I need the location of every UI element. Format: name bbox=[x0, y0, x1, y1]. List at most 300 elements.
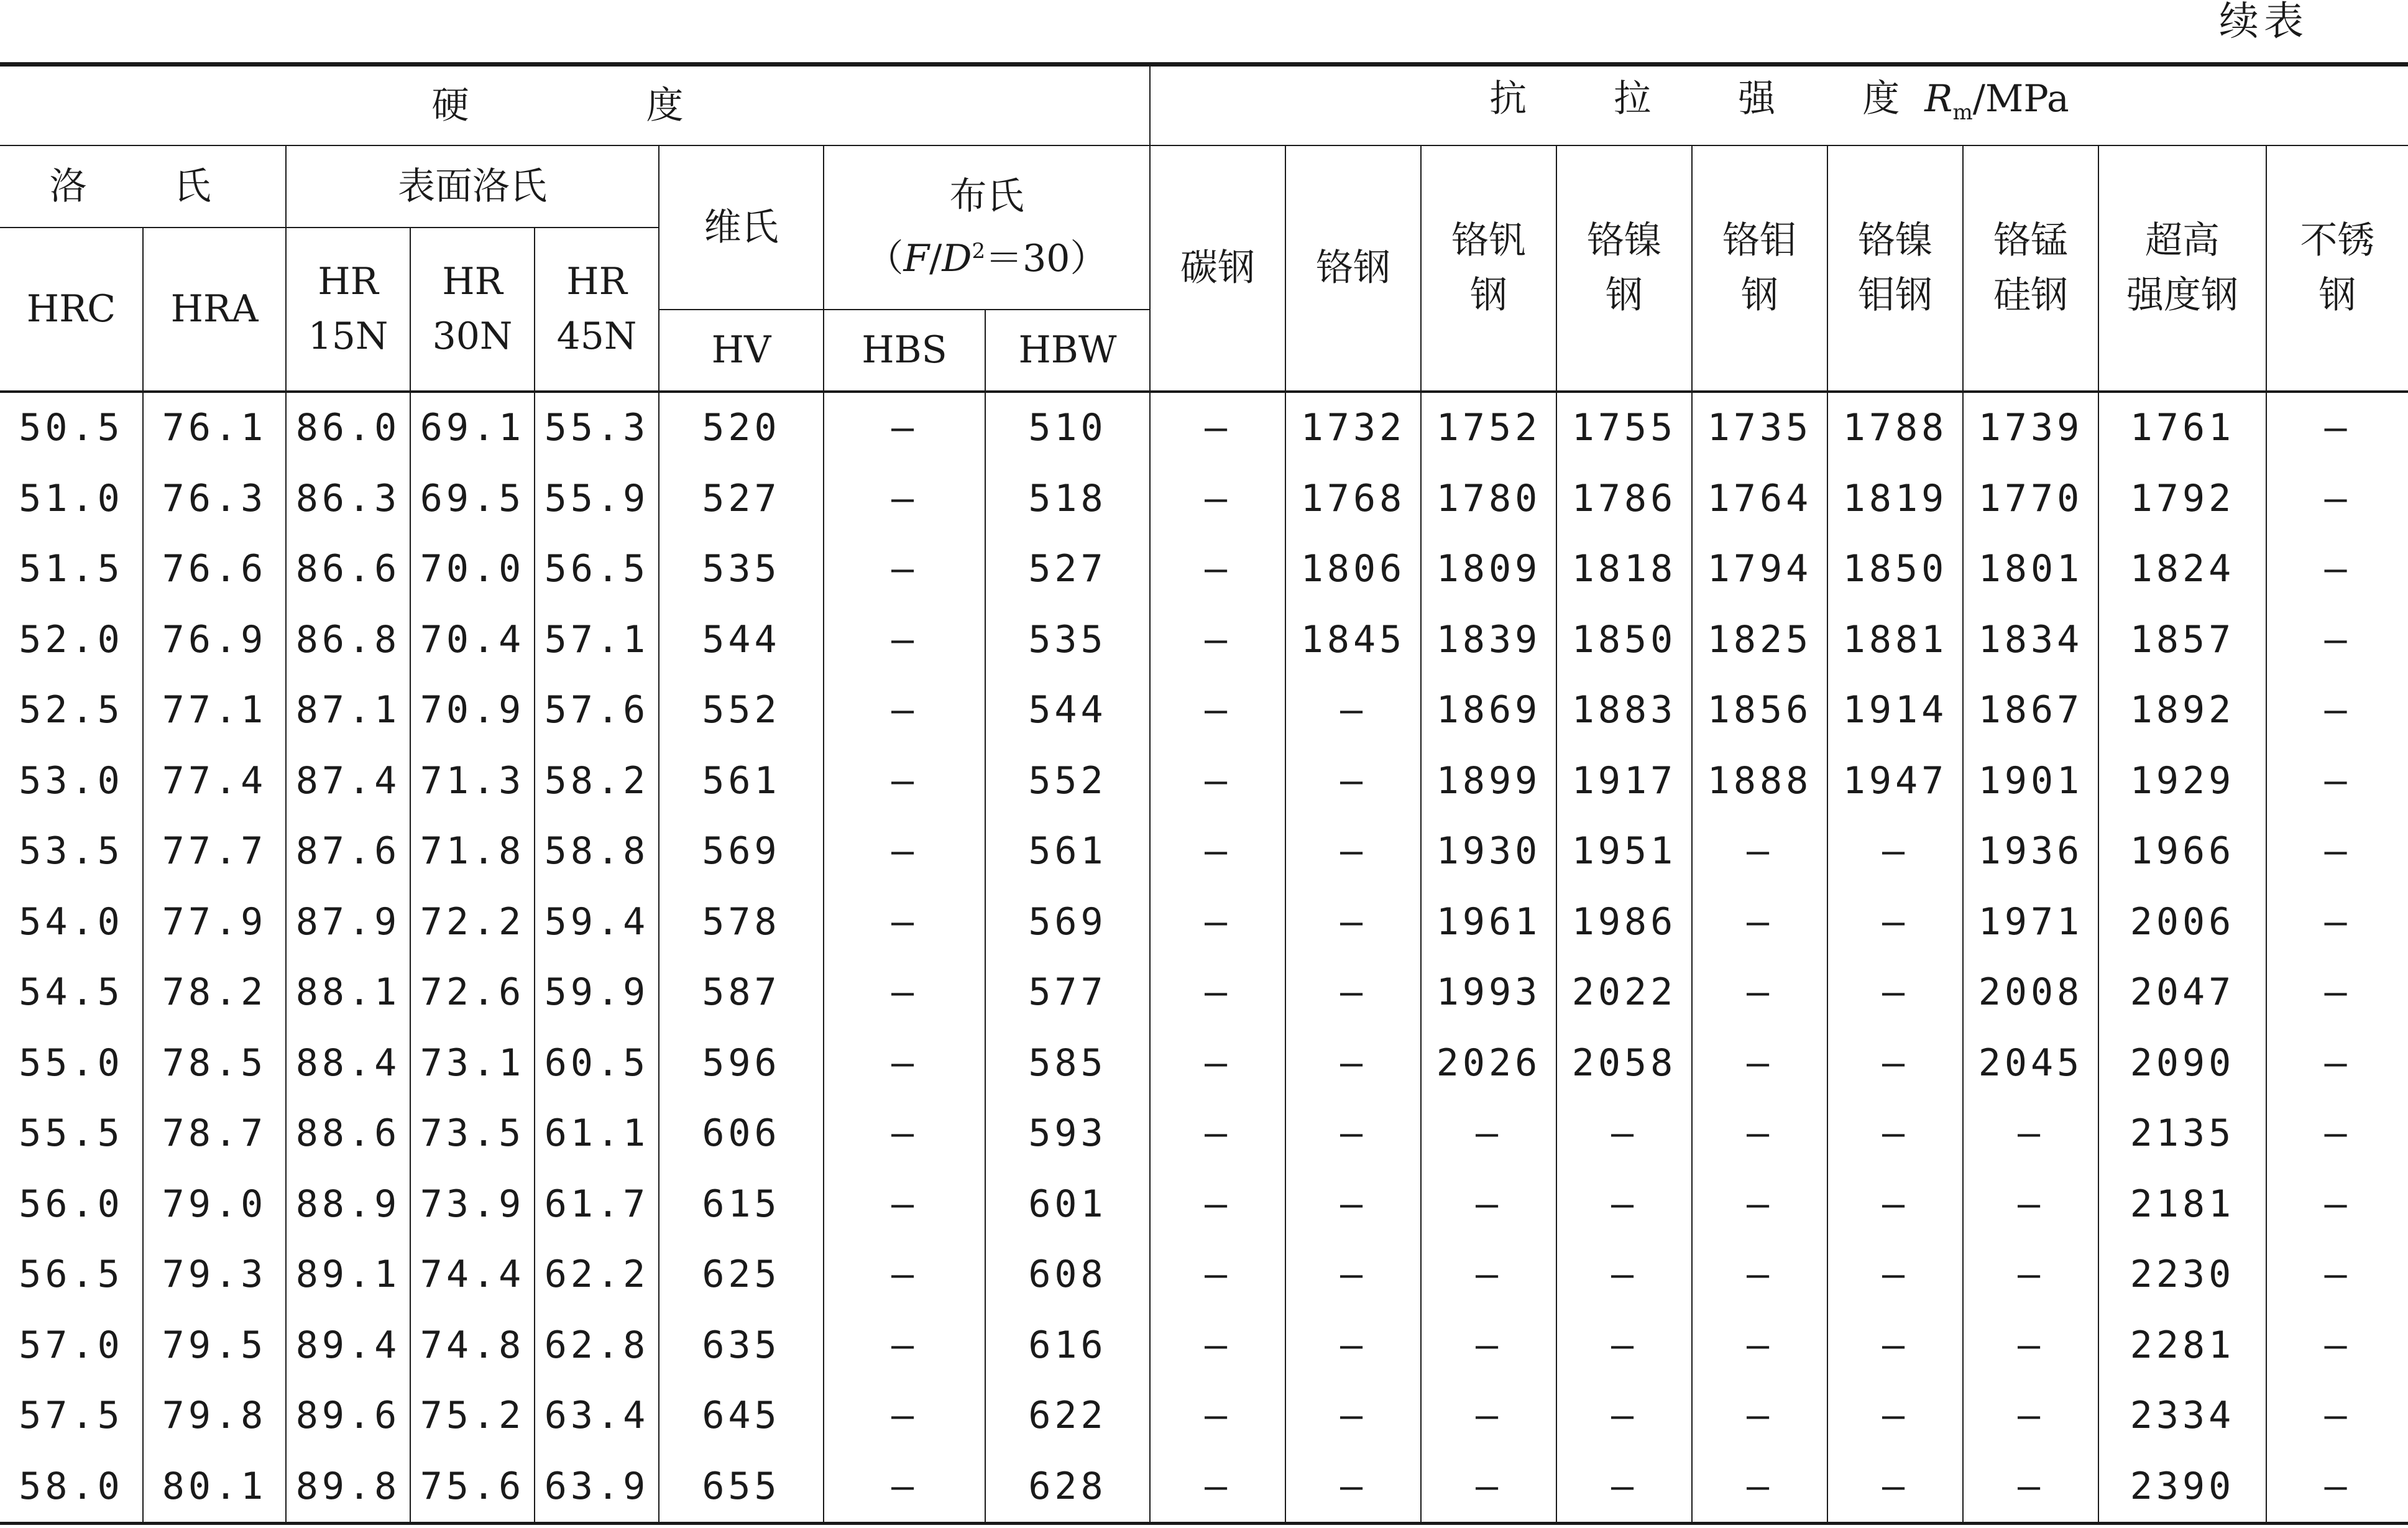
table-cell: 561 bbox=[985, 816, 1150, 887]
table-cell: — bbox=[1150, 816, 1285, 887]
table-cell: 73.9 bbox=[410, 1169, 535, 1240]
table-cell: 1788 bbox=[1827, 392, 1963, 464]
rockwell-header: 洛 氏 bbox=[0, 145, 286, 228]
table-cell: 55.0 bbox=[0, 1028, 143, 1098]
table-cell: 78.7 bbox=[143, 1098, 286, 1169]
table-cell: 73.5 bbox=[410, 1098, 535, 1169]
table-cell: 1971 bbox=[1963, 886, 2098, 957]
table-cell: 87.6 bbox=[286, 816, 410, 887]
table-cell: — bbox=[2266, 675, 2408, 746]
table-cell: 1839 bbox=[1421, 604, 1556, 675]
table-cell: — bbox=[824, 1028, 985, 1098]
table-cell: 1732 bbox=[1285, 392, 1421, 464]
table-cell: 88.4 bbox=[286, 1028, 410, 1098]
table-cell: 55.9 bbox=[535, 463, 659, 534]
table-cell: — bbox=[1692, 1098, 1827, 1169]
table-cell: 86.3 bbox=[286, 463, 410, 534]
continued-label: 续表 bbox=[2219, 0, 2309, 45]
table-cell: 74.8 bbox=[410, 1310, 535, 1381]
table-cell: 61.7 bbox=[535, 1169, 659, 1240]
chromium-nickel-steel-header: 铬镍 钢 bbox=[1556, 145, 1692, 392]
table-cell: — bbox=[824, 745, 985, 816]
table-cell: 60.5 bbox=[535, 1028, 659, 1098]
table-cell: 2006 bbox=[2098, 886, 2266, 957]
table-cell: — bbox=[1692, 1028, 1827, 1098]
table-cell: — bbox=[1556, 1451, 1692, 1523]
table-cell: 606 bbox=[659, 1098, 824, 1169]
table-cell: — bbox=[1692, 886, 1827, 957]
hbw-header: HBW bbox=[985, 310, 1150, 392]
table-cell: 569 bbox=[985, 886, 1150, 957]
table-cell: 1735 bbox=[1692, 392, 1827, 464]
table-cell: — bbox=[1150, 1169, 1285, 1240]
table-cell: — bbox=[1827, 816, 1963, 887]
table-cell: — bbox=[824, 1240, 985, 1310]
tensile-strength-group-header: 抗 拉 强 度$R_m$/MPa bbox=[1150, 65, 2408, 145]
table-cell: 79.3 bbox=[143, 1240, 286, 1310]
table-cell: 74.4 bbox=[410, 1240, 535, 1310]
chromium-manganese-silicon-steel-header: 铬锰 硅钢 bbox=[1963, 145, 2098, 392]
table-cell: 615 bbox=[659, 1169, 824, 1240]
table-cell: 1780 bbox=[1421, 463, 1556, 534]
table-cell: — bbox=[2266, 1098, 2408, 1169]
hr30n-header: HR 30N bbox=[410, 228, 535, 392]
table-row bbox=[0, 392, 2408, 464]
table-cell: — bbox=[1150, 1451, 1285, 1523]
table-cell: 625 bbox=[659, 1240, 824, 1310]
table-cell: 86.6 bbox=[286, 534, 410, 605]
table-cell: 1792 bbox=[2098, 463, 2266, 534]
table-cell: 577 bbox=[985, 957, 1150, 1028]
table-body bbox=[0, 392, 2408, 1524]
table-cell: 58.0 bbox=[0, 1451, 143, 1523]
table-row bbox=[0, 1381, 2408, 1452]
table-cell: 76.6 bbox=[143, 534, 286, 605]
table-cell: 655 bbox=[659, 1451, 824, 1523]
table-cell: 2281 bbox=[2098, 1310, 2266, 1381]
table-cell: 89.8 bbox=[286, 1451, 410, 1523]
hrc-header: HRC bbox=[0, 228, 143, 392]
table-row bbox=[0, 745, 2408, 816]
table-cell: 1951 bbox=[1556, 816, 1692, 887]
table-cell: — bbox=[1150, 1240, 1285, 1310]
table-cell: — bbox=[1150, 886, 1285, 957]
table-cell: — bbox=[1692, 1169, 1827, 1240]
table-cell: — bbox=[1150, 604, 1285, 675]
table-cell: 54.0 bbox=[0, 886, 143, 957]
table-cell: 569 bbox=[659, 816, 824, 887]
table-cell: — bbox=[1285, 1381, 1421, 1452]
table-cell: 1761 bbox=[2098, 392, 2266, 464]
table-cell: 62.2 bbox=[535, 1240, 659, 1310]
table-cell: 2058 bbox=[1556, 1028, 1692, 1098]
table-cell: — bbox=[1421, 1169, 1556, 1240]
table-cell: — bbox=[1556, 1381, 1692, 1452]
hr45n-header: HR 45N bbox=[535, 228, 659, 392]
table-row bbox=[0, 1169, 2408, 1240]
table-cell: — bbox=[1692, 1310, 1827, 1381]
table-cell: 71.3 bbox=[410, 745, 535, 816]
table-row bbox=[0, 604, 2408, 675]
table-cell: — bbox=[1150, 463, 1285, 534]
table-cell: 1818 bbox=[1556, 534, 1692, 605]
table-cell: 1801 bbox=[1963, 534, 2098, 605]
table-cell: 2090 bbox=[2098, 1028, 2266, 1098]
table-cell: 2026 bbox=[1421, 1028, 1556, 1098]
table-cell: — bbox=[1285, 1098, 1421, 1169]
table-cell: 72.2 bbox=[410, 886, 535, 957]
table-cell: 1936 bbox=[1963, 816, 2098, 887]
table-cell: — bbox=[1421, 1310, 1556, 1381]
table-cell: — bbox=[1963, 1310, 2098, 1381]
table-cell: 1824 bbox=[2098, 534, 2266, 605]
table-cell: 58.8 bbox=[535, 816, 659, 887]
table-cell: 89.6 bbox=[286, 1381, 410, 1452]
table-cell: 645 bbox=[659, 1381, 824, 1452]
table-row bbox=[0, 675, 2408, 746]
table-cell: — bbox=[824, 1381, 985, 1452]
table-cell: 51.5 bbox=[0, 534, 143, 605]
chromium-nickel-molybdenum-steel-header: 铬镍 钼钢 bbox=[1827, 145, 1963, 392]
table-cell: — bbox=[1285, 957, 1421, 1028]
table-cell: 1883 bbox=[1556, 675, 1692, 746]
table-cell: — bbox=[1150, 392, 1285, 464]
table-cell: 1917 bbox=[1556, 745, 1692, 816]
table-cell: 75.6 bbox=[410, 1451, 535, 1523]
table-cell: 52.0 bbox=[0, 604, 143, 675]
table-cell: 1794 bbox=[1692, 534, 1827, 605]
table-cell: 79.5 bbox=[143, 1310, 286, 1381]
stainless-steel-header: 不锈 钢 bbox=[2266, 145, 2408, 392]
table-cell: 80.1 bbox=[143, 1451, 286, 1523]
table-row bbox=[0, 886, 2408, 957]
table-cell: 1966 bbox=[2098, 816, 2266, 887]
table-cell: 1809 bbox=[1421, 534, 1556, 605]
table-cell: 70.0 bbox=[410, 534, 535, 605]
table-cell: — bbox=[1827, 1028, 1963, 1098]
table-cell: 77.9 bbox=[143, 886, 286, 957]
table-cell: 78.5 bbox=[143, 1028, 286, 1098]
table-cell: — bbox=[824, 816, 985, 887]
table-cell: — bbox=[2266, 1169, 2408, 1240]
table-cell: — bbox=[2266, 1451, 2408, 1523]
table-cell: 87.9 bbox=[286, 886, 410, 957]
table-cell: — bbox=[1150, 675, 1285, 746]
table-cell: 88.9 bbox=[286, 1169, 410, 1240]
table-cell: 518 bbox=[985, 463, 1150, 534]
table-row bbox=[0, 816, 2408, 887]
table-cell: 55.3 bbox=[535, 392, 659, 464]
table-cell: 76.1 bbox=[143, 392, 286, 464]
table-row bbox=[0, 1240, 2408, 1310]
table-cell: — bbox=[2266, 1310, 2408, 1381]
hv-header: HV bbox=[659, 310, 824, 392]
table-cell: 1845 bbox=[1285, 604, 1421, 675]
table-cell: 2022 bbox=[1556, 957, 1692, 1028]
table-row bbox=[0, 534, 2408, 605]
table-cell: 578 bbox=[659, 886, 824, 957]
table-cell: 76.3 bbox=[143, 463, 286, 534]
table-cell: — bbox=[1285, 675, 1421, 746]
table-cell: 527 bbox=[985, 534, 1150, 605]
table-cell: 54.5 bbox=[0, 957, 143, 1028]
table-cell: 635 bbox=[659, 1310, 824, 1381]
table-cell: 535 bbox=[985, 604, 1150, 675]
table-cell: 79.0 bbox=[143, 1169, 286, 1240]
table-row bbox=[0, 463, 2408, 534]
table-cell: — bbox=[2266, 463, 2408, 534]
table-cell: 56.0 bbox=[0, 1169, 143, 1240]
table-cell: — bbox=[1421, 1451, 1556, 1523]
table-cell: 1993 bbox=[1421, 957, 1556, 1028]
table-cell: 1857 bbox=[2098, 604, 2266, 675]
table-cell: — bbox=[824, 463, 985, 534]
table-cell: — bbox=[1285, 1028, 1421, 1098]
table-cell: 1739 bbox=[1963, 392, 2098, 464]
table-cell: — bbox=[2266, 604, 2408, 675]
table-cell: 527 bbox=[659, 463, 824, 534]
table-cell: — bbox=[2266, 1240, 2408, 1310]
table-cell: 76.9 bbox=[143, 604, 286, 675]
table-cell: 57.0 bbox=[0, 1310, 143, 1381]
table-cell: 53.5 bbox=[0, 816, 143, 887]
table-cell: 608 bbox=[985, 1240, 1150, 1310]
table-cell: 89.1 bbox=[286, 1240, 410, 1310]
table-cell: 73.1 bbox=[410, 1028, 535, 1098]
table-cell: 552 bbox=[659, 675, 824, 746]
table-cell: 1752 bbox=[1421, 392, 1556, 464]
table-cell: 535 bbox=[659, 534, 824, 605]
table-cell: — bbox=[824, 886, 985, 957]
table-cell: 87.1 bbox=[286, 675, 410, 746]
table-cell: 61.1 bbox=[535, 1098, 659, 1169]
table-cell: — bbox=[824, 957, 985, 1028]
table-cell: 552 bbox=[985, 745, 1150, 816]
table-cell: 2008 bbox=[1963, 957, 2098, 1028]
table-cell: 587 bbox=[659, 957, 824, 1028]
table-cell: — bbox=[1285, 886, 1421, 957]
table-cell: 57.1 bbox=[535, 604, 659, 675]
table-cell: — bbox=[1692, 1451, 1827, 1523]
table-cell: — bbox=[1827, 1098, 1963, 1169]
table-cell: 2181 bbox=[2098, 1169, 2266, 1240]
table-cell: — bbox=[1556, 1098, 1692, 1169]
table-cell: 79.8 bbox=[143, 1381, 286, 1452]
table-cell: 70.9 bbox=[410, 675, 535, 746]
table-cell: — bbox=[1556, 1240, 1692, 1310]
table-cell: 2230 bbox=[2098, 1240, 2266, 1310]
table-cell: 1834 bbox=[1963, 604, 2098, 675]
table-cell: 1888 bbox=[1692, 745, 1827, 816]
table-cell: 50.5 bbox=[0, 392, 143, 464]
table-cell: 59.9 bbox=[535, 957, 659, 1028]
table-cell: — bbox=[1827, 886, 1963, 957]
table-cell: 1768 bbox=[1285, 463, 1421, 534]
table-cell: — bbox=[824, 1098, 985, 1169]
table-cell: 89.4 bbox=[286, 1310, 410, 1381]
table-cell: — bbox=[1963, 1381, 2098, 1452]
table-cell: — bbox=[824, 534, 985, 605]
table-cell: — bbox=[1150, 534, 1285, 605]
table-cell: 63.9 bbox=[535, 1451, 659, 1523]
table-cell: — bbox=[1150, 957, 1285, 1028]
table-cell: — bbox=[1150, 1028, 1285, 1098]
hardness-group-header: 硬 度 bbox=[0, 65, 1150, 145]
table-cell: — bbox=[1421, 1381, 1556, 1452]
table-cell: — bbox=[2266, 392, 2408, 464]
table-cell: 1947 bbox=[1827, 745, 1963, 816]
brinell-header: 布氏 $(F/D^2=30)$ bbox=[824, 145, 1150, 310]
table-cell: 1961 bbox=[1421, 886, 1556, 957]
table-cell: 2047 bbox=[2098, 957, 2266, 1028]
table-cell: 1825 bbox=[1692, 604, 1827, 675]
table-cell: — bbox=[1150, 745, 1285, 816]
table-cell: 53.0 bbox=[0, 745, 143, 816]
table-cell: 1867 bbox=[1963, 675, 2098, 746]
table-cell: 62.8 bbox=[535, 1310, 659, 1381]
table-cell: 63.4 bbox=[535, 1381, 659, 1452]
table-cell: 69.1 bbox=[410, 392, 535, 464]
table-cell: 77.7 bbox=[143, 816, 286, 887]
table-cell: 59.4 bbox=[535, 886, 659, 957]
table-cell: — bbox=[1421, 1240, 1556, 1310]
table-cell: 69.5 bbox=[410, 463, 535, 534]
table-cell: — bbox=[1556, 1310, 1692, 1381]
table-cell: 56.5 bbox=[0, 1240, 143, 1310]
table-row bbox=[0, 1098, 2408, 1169]
table-cell: 1856 bbox=[1692, 675, 1827, 746]
table-cell: 1901 bbox=[1963, 745, 2098, 816]
table-cell: 544 bbox=[985, 675, 1150, 746]
table-cell: — bbox=[1421, 1098, 1556, 1169]
table-cell: — bbox=[2266, 1381, 2408, 1452]
table-cell: — bbox=[2266, 886, 2408, 957]
carbon-steel-header: 碳钢 bbox=[1150, 145, 1285, 392]
table-cell: 1786 bbox=[1556, 463, 1692, 534]
table-cell: — bbox=[824, 1451, 985, 1523]
table-cell: 78.2 bbox=[143, 957, 286, 1028]
table-cell: 72.6 bbox=[410, 957, 535, 1028]
vickers-header: 维氏 bbox=[659, 145, 824, 310]
table-cell: — bbox=[824, 604, 985, 675]
table-cell: 1850 bbox=[1827, 534, 1963, 605]
table-cell: — bbox=[2266, 957, 2408, 1028]
table-cell: 1755 bbox=[1556, 392, 1692, 464]
table-cell: 1850 bbox=[1556, 604, 1692, 675]
hra-header: HRA bbox=[143, 228, 286, 392]
table-cell: 86.8 bbox=[286, 604, 410, 675]
ultra-high-strength-steel-header: 超高 强度钢 bbox=[2098, 145, 2266, 392]
table-cell: 1914 bbox=[1827, 675, 1963, 746]
chromium-vanadium-steel-header: 铬钒 钢 bbox=[1421, 145, 1556, 392]
table-row bbox=[0, 1028, 2408, 1098]
table-cell: 596 bbox=[659, 1028, 824, 1098]
table-cell: 520 bbox=[659, 392, 824, 464]
table-cell: — bbox=[2266, 534, 2408, 605]
table-cell: — bbox=[824, 1169, 985, 1240]
table-cell: — bbox=[824, 675, 985, 746]
table-cell: 88.1 bbox=[286, 957, 410, 1028]
table-cell: 88.6 bbox=[286, 1098, 410, 1169]
table-cell: 75.2 bbox=[410, 1381, 535, 1452]
table-cell: 2135 bbox=[2098, 1098, 2266, 1169]
table-cell: 2334 bbox=[2098, 1381, 2266, 1452]
table-cell: 57.6 bbox=[535, 675, 659, 746]
table-cell: — bbox=[824, 392, 985, 464]
table-cell: — bbox=[2266, 745, 2408, 816]
table-cell: — bbox=[1150, 1098, 1285, 1169]
table-cell: — bbox=[1692, 957, 1827, 1028]
table-cell: 1899 bbox=[1421, 745, 1556, 816]
table-cell: — bbox=[824, 1310, 985, 1381]
table-cell: 593 bbox=[985, 1098, 1150, 1169]
table-cell: — bbox=[1963, 1451, 2098, 1523]
table-cell: 71.8 bbox=[410, 816, 535, 887]
table-cell: — bbox=[1285, 816, 1421, 887]
table-cell: 544 bbox=[659, 604, 824, 675]
table-cell: — bbox=[2266, 816, 2408, 887]
table-cell: 1986 bbox=[1556, 886, 1692, 957]
hr15n-header: HR 15N bbox=[286, 228, 410, 392]
table-cell: 1770 bbox=[1963, 463, 2098, 534]
table-cell: — bbox=[1963, 1240, 2098, 1310]
table-cell: — bbox=[1827, 1381, 1963, 1452]
table-cell: — bbox=[1827, 957, 1963, 1028]
table-cell: 77.1 bbox=[143, 675, 286, 746]
table-cell: 1806 bbox=[1285, 534, 1421, 605]
table-cell: — bbox=[1556, 1169, 1692, 1240]
table-cell: 622 bbox=[985, 1381, 1150, 1452]
superficial-rockwell-header: 表面洛氏 bbox=[286, 145, 659, 228]
table-cell: — bbox=[1692, 816, 1827, 887]
table-cell: 510 bbox=[985, 392, 1150, 464]
table-cell: — bbox=[1827, 1240, 1963, 1310]
table-cell: — bbox=[1285, 1310, 1421, 1381]
table-cell: 57.5 bbox=[0, 1381, 143, 1452]
table-cell: 87.4 bbox=[286, 745, 410, 816]
table-cell: — bbox=[1963, 1169, 2098, 1240]
table-cell: 70.4 bbox=[410, 604, 535, 675]
table-cell: — bbox=[1827, 1169, 1963, 1240]
table-cell: 1869 bbox=[1421, 675, 1556, 746]
table-cell: 561 bbox=[659, 745, 824, 816]
table-cell: 585 bbox=[985, 1028, 1150, 1098]
table-cell: — bbox=[1692, 1240, 1827, 1310]
table-cell: 52.5 bbox=[0, 675, 143, 746]
table-cell: — bbox=[1963, 1098, 2098, 1169]
hardness-tensile-conversion-table bbox=[0, 62, 2408, 1525]
table-cell: 616 bbox=[985, 1310, 1150, 1381]
table-cell: 55.5 bbox=[0, 1098, 143, 1169]
table-row bbox=[0, 1310, 2408, 1381]
table-cell: — bbox=[1827, 1310, 1963, 1381]
table-cell: — bbox=[1285, 1240, 1421, 1310]
table-cell: — bbox=[2266, 1028, 2408, 1098]
table-cell: — bbox=[1285, 1451, 1421, 1523]
table-cell: 1764 bbox=[1692, 463, 1827, 534]
table-cell: 628 bbox=[985, 1451, 1150, 1523]
chromium-molybdenum-steel-header: 铬钼 钢 bbox=[1692, 145, 1827, 392]
table-cell: 1929 bbox=[2098, 745, 2266, 816]
table-row bbox=[0, 957, 2408, 1028]
table-cell: — bbox=[1150, 1310, 1285, 1381]
table-cell: 601 bbox=[985, 1169, 1150, 1240]
table-cell: 56.5 bbox=[535, 534, 659, 605]
table-cell: 58.2 bbox=[535, 745, 659, 816]
table-cell: 51.0 bbox=[0, 463, 143, 534]
table-cell: 1892 bbox=[2098, 675, 2266, 746]
table-cell: 1930 bbox=[1421, 816, 1556, 887]
